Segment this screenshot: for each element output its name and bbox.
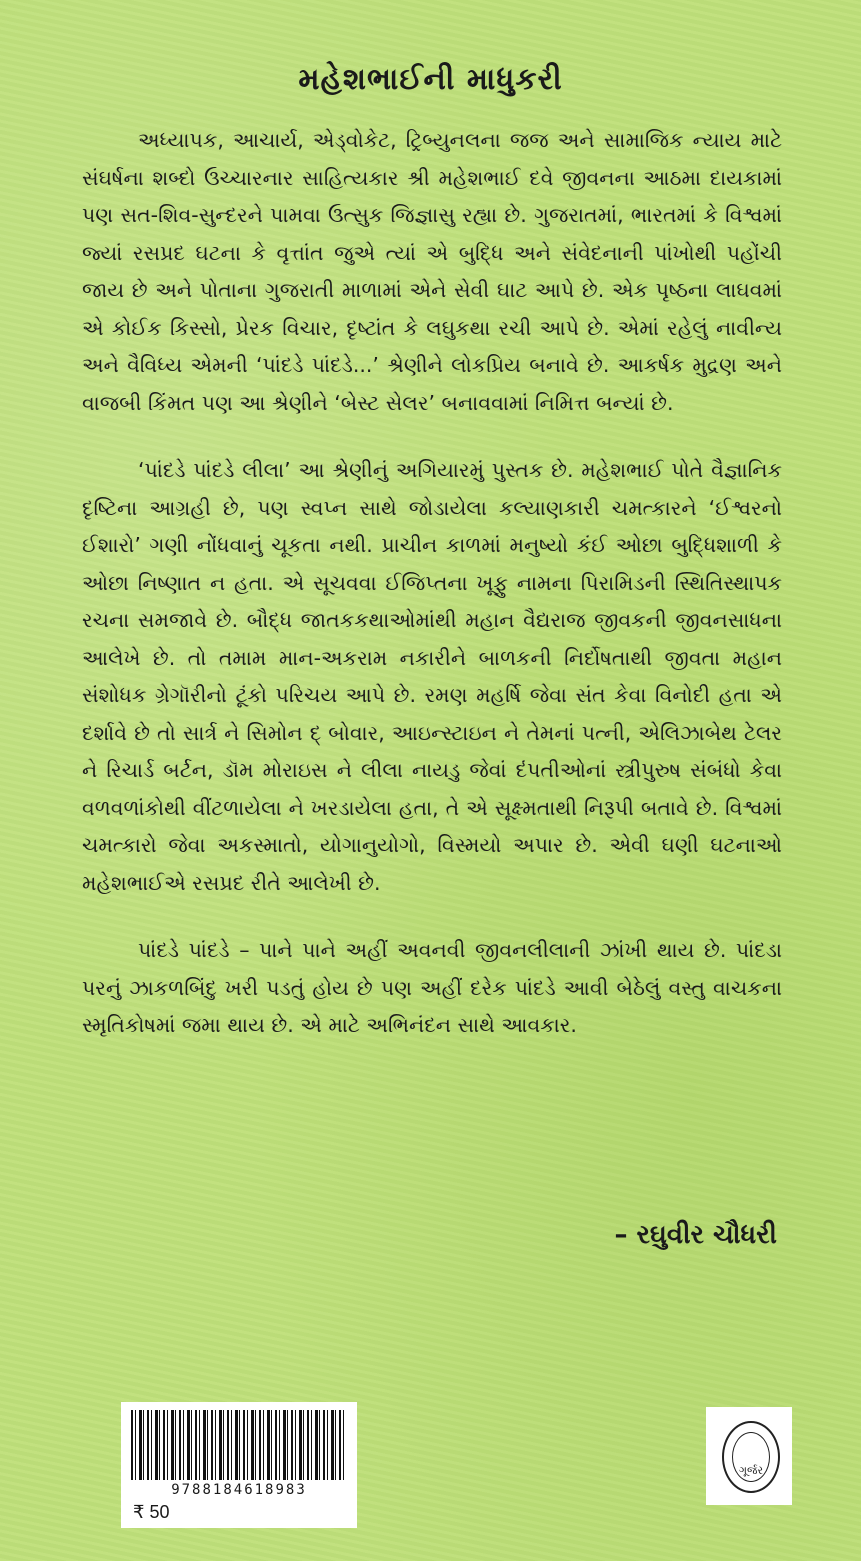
isbn-number: 9788184618983 [171,1482,307,1498]
publisher-logo-text: ગૂર્જર [732,1432,770,1482]
publisher-logo [706,1407,792,1505]
barcode-icon [131,1410,347,1480]
paragraph-2: ‘પાંદડે પાંદડે લીલા’ આ શ્રેણીનું અગિયારમું પુસ્તક છે. મહેશભાઈ પોતે વૈજ્ઞાનિક દૃષ્ટિના આગ્રહી છે, પણ સ્વપ્ન સાથે જોડાયેલા કલ્યાણકારી ચમત્કારને ‘ઈશ્વરનો ઈશારો’ ગણી નોંધવાનું ચૂકતા નથી. પ્રાચીન કાળમાં મનુષ્યો કંઈ ઓછા બુદ્ધિશાળી કે ઓછા નિષ્ણાત ન હતા. એ સૂચવવા ઈજિપ્તના ખૂફુ નામના પિરામિડની સ્થિતિસ્થાપક રચના સમજાવે છે. બૌદ્ધ જાતકકથાઓમાંથી મહાન વૈદ્યરાજ જીવકની જીવનસાધના આલેખે છે. તો તમામ માન-અકરામ નકારીને બાળકની નિર્દોષતાથી જીવતા મહાન સંશોધક ગ્રેગૉરીનો ટૂંકો પરિચય આપે છે. રમણ મહર્ષિ જેવા સંત કેવા વિનોદી હતા એ દર્શાવે છે તો સાર્ત્ર ને સિમોન દ્ બોવાર, આઇન્સ્ટાઇન ને તેમનાં પત્ની, એલિઝાબેથ ટેલર ને રિચાર્ડ બર્ટન, ડૉમ મોરાઇસ ને લીલા નાયડુ જેવાં દંપતીઓનાં સ્ત્રીપુરુષ સંબંધો કેવા વળવળાંકોથી વીંટળાયેલા ને ખરડાયેલા હતા, તે એ સૂક્ષ્મતાથી નિરૂપી બતાવે છે. વિશ્વમાં ચમત્કારો જેવા અકસ્માતો, યોગાનુયોગો, વિસ્મયો અપાર છે. એવી ઘણી ઘટનાઓ મહેશભાઈએ રસપ્રદ રીતે આલેખી છે. [82,458,783,895]
price-tag: ₹ 50 [133,1502,170,1522]
page-title: મહેશભાઈની માધુકરી [298,62,563,97]
barcode-label [121,1402,357,1528]
author-signature: – રઘુવીર ચૌધરી [614,1220,777,1250]
blurb-body [82,122,782,1075]
publisher-seal-icon [722,1421,780,1493]
paragraph-3: પાંદડે પાંદડે – પાને પાને અહીં અવનવી જીવનલીલાની ઝાંખી થાય છે. પાંદડા પરનું ઝાકળબિંદુ ખરી પડતું હોય છે પણ અહીં દરેક પાંદડે આવી બેઠેલું વસ્તુ વાચકના સ્મૃતિકોષમાં જમા થાય છે. એ માટે અભિનંદન સાથે આવકાર. [82,938,782,1037]
paragraph-1: અધ્યાપક, આચાર્ય, એડ્વોકેટ, ટ્રિબ્યુનલના જજ અને સામાજિક ન્યાય માટે સંઘર્ષના શબ્દો ઉચ્ચારનાર સાહિત્યકાર શ્રી મહેશભાઈ દવે જીવનના આઠમા દાયકામાં પણ સત-શિવ-સુન્દરને પામવા ઉત્સુક જિજ્ઞાસુ રહ્યા છે. ગુજરાતમાં, ભારતમાં કે વિશ્વમાં જ્યાં રસપ્રદ ઘટના કે વૃત્તાંત જુએ ત્યાં એ બુદ્ધિ અને સંવેદનાની પાંખોથી પહોંચી જાય છે અને પોતાના ગુજરાતી માળામાં એને સેવી ઘાટ આપે છે. એક પૃષ્ઠના લાઘવમાં એ કોઈક કિસ્સો, પ્રેરક વિચાર, દૃષ્ટાંત કે લઘુકથા રચી આપે છે. એમાં રહેલું નાવીન્ય અને વૈવિધ્ય એમની ‘પાંદડે પાંદડે...’ શ્રેણીને લોકપ્રિય બનાવે છે. આકર્ષક મુદ્રણ અને વાજબી કિંમત પણ આ શ્રેણીને ‘બેસ્ટ સેલર’ બનાવવામાં નિમિત્ત બન્યાં છે. [82,128,782,415]
